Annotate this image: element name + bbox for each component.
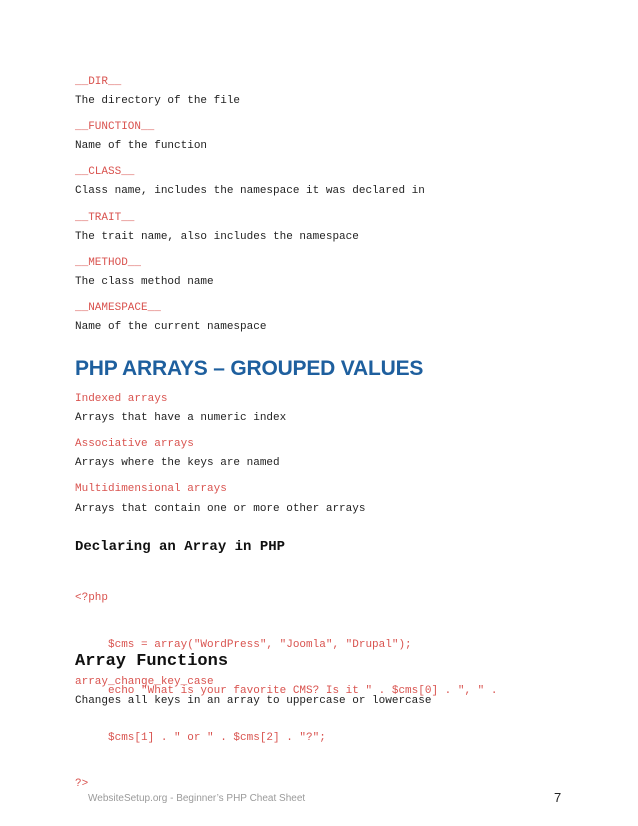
constant-description: Name of the function [75,140,208,152]
array-type-description: Arrays that have a numeric index [75,412,287,424]
constant-term: __METHOD__ [75,257,142,269]
code-line: $cms = array("WordPress", "Joomla", "Drupal"); [75,638,412,651]
code-line: ?> [75,778,89,790]
subheading-array-functions: Array Functions [75,652,229,671]
constant-description: The class method name [75,276,214,288]
constant-description: Name of the current namespace [75,321,267,333]
constant-term: __TRAIT__ [75,212,135,224]
constant-description: Class name, includes the namespace it was declared in [75,185,425,197]
page-number: 7 [554,790,562,805]
code-line: <?php [75,592,109,604]
function-term: array_change_key_case [75,676,214,688]
constant-term: __DIR__ [75,76,122,88]
constant-term: __NAMESPACE__ [75,302,161,314]
section-heading-php-arrays: PHP ARRAYS – GROUPED VALUES [75,357,424,380]
array-type-term: Associative arrays [75,438,194,450]
constant-description: The directory of the file [75,95,241,107]
function-description: Changes all keys in an array to uppercase or lowercase [75,695,432,707]
constant-description: The trait name, also includes the namespace [75,231,359,243]
code-block [75,560,497,824]
array-type-term: Multidimensional arrays [75,483,227,495]
code-line: $cms[1] . " or " . $cms[2] . "?"; [75,731,326,744]
array-type-description: Arrays where the keys are named [75,457,280,469]
subheading-declaring-array: Declaring an Array in PHP [75,539,286,555]
array-type-description: Arrays that contain one or more other arrays [75,503,366,515]
constant-term: __FUNCTION__ [75,121,155,133]
array-type-term: Indexed arrays [75,393,168,405]
constant-term: __CLASS__ [75,166,135,178]
code-line: echo "What is your favorite CMS? Is it " . $cms[0] . ", " . [75,685,498,697]
footer-text: WebsiteSetup.org - Beginner’s PHP Cheat Sheet [88,793,306,804]
